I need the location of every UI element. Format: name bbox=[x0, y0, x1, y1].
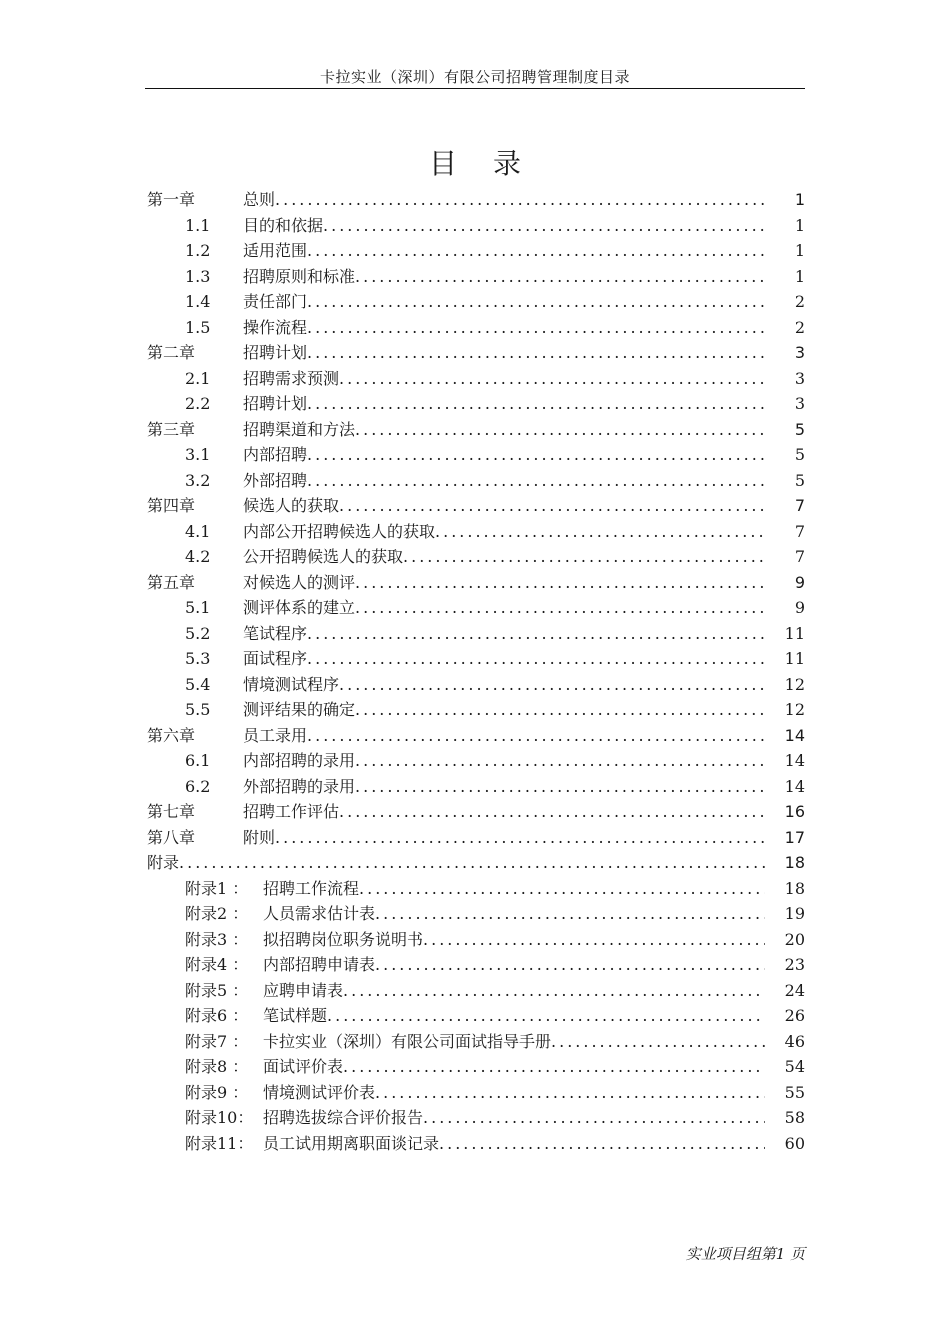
toc-page-number: 2 bbox=[794, 317, 805, 337]
toc-entry-number: 第八章 bbox=[147, 827, 196, 847]
toc-leader-dots bbox=[275, 188, 765, 212]
toc-entry-number: 第五章 bbox=[147, 572, 196, 592]
toc-page-number: 9 bbox=[794, 598, 805, 617]
toc-leader-dots bbox=[439, 1132, 765, 1156]
toc-entry-number: 附录4 ： bbox=[185, 955, 249, 974]
toc-entry[interactable] bbox=[147, 571, 765, 595]
toc-leader-dots bbox=[355, 698, 765, 722]
toc-entry-number: 5.3 bbox=[185, 649, 211, 668]
toc-entry-number: 3.2 bbox=[185, 470, 211, 490]
toc-entry-number: 1.2 bbox=[185, 241, 211, 260]
toc-page-number: 1 bbox=[794, 241, 805, 260]
toc-leader-dots bbox=[339, 494, 765, 518]
toc-entry[interactable] bbox=[185, 545, 765, 569]
toc-entry-label: 情境测试程序 bbox=[243, 674, 340, 694]
toc-entry-label: 测评体系的建立 bbox=[243, 598, 356, 617]
toc-entry-label: 面试程序 bbox=[243, 649, 308, 668]
toc-entry-number: 附录9 ： bbox=[185, 1082, 249, 1102]
toc-entry-number: 5.2 bbox=[185, 623, 211, 643]
toc-entry[interactable] bbox=[147, 724, 765, 748]
toc-page-number: 9 bbox=[794, 572, 805, 592]
toc-entry-number: 第四章 bbox=[147, 496, 196, 515]
toc-title: 目录 bbox=[428, 147, 557, 180]
toc-entry-number: 2.2 bbox=[185, 394, 211, 413]
toc-entry[interactable] bbox=[185, 290, 765, 314]
toc-leader-dots bbox=[275, 826, 765, 850]
toc-entry[interactable] bbox=[185, 1004, 765, 1028]
toc-page-number: 23 bbox=[784, 955, 805, 974]
toc-leader-dots bbox=[355, 571, 765, 595]
toc-entry-number: 6.1 bbox=[185, 751, 211, 770]
toc-entry-label: 内部招聘的录用 bbox=[243, 751, 356, 770]
toc-leader-dots bbox=[355, 749, 765, 773]
toc-entry-label: 拟招聘岗位职务说明书 bbox=[263, 929, 424, 949]
toc-entry[interactable] bbox=[185, 316, 765, 340]
toc-entry-label: 招聘工作评估 bbox=[243, 802, 340, 821]
toc-leader-dots bbox=[551, 1030, 765, 1054]
toc-page-number: 16 bbox=[784, 802, 805, 821]
toc-leader-dots bbox=[307, 239, 765, 263]
toc-entry[interactable] bbox=[185, 443, 765, 467]
toc-page-number: 11 bbox=[784, 649, 805, 668]
toc-entry[interactable] bbox=[147, 826, 765, 850]
toc-entry-number: 第七章 bbox=[147, 802, 196, 821]
toc-page-number: 5 bbox=[794, 445, 805, 464]
toc-entry-label: 外部招聘 bbox=[243, 470, 308, 490]
toc-leader-dots bbox=[343, 1055, 765, 1079]
toc-entry-number: 附录6 ： bbox=[185, 1006, 249, 1025]
toc-leader-dots bbox=[307, 392, 765, 416]
toc-entry-label: 笔试程序 bbox=[243, 623, 308, 643]
toc-page-number: 11 bbox=[784, 623, 805, 643]
toc-entry-number: 1.3 bbox=[185, 266, 211, 286]
toc-entry-label: 卡拉实业（深圳）有限公司面试指导手册 bbox=[263, 1031, 552, 1051]
toc-page-number: 1 bbox=[794, 190, 805, 209]
toc-entry-label: 内部公开招聘候选人的获取 bbox=[243, 521, 436, 541]
toc-entry-label: 附则 bbox=[243, 827, 276, 847]
toc-entry-number: 附录1 ： bbox=[185, 878, 249, 898]
toc-leader-dots bbox=[323, 214, 765, 238]
toc-page-number: 7 bbox=[794, 496, 805, 515]
toc-entry-number: 2.1 bbox=[185, 368, 211, 388]
toc-entry[interactable] bbox=[185, 239, 765, 263]
toc-entry[interactable] bbox=[147, 851, 765, 875]
toc-leader-dots bbox=[307, 724, 765, 748]
toc-entry[interactable] bbox=[147, 341, 765, 365]
toc-entry-label: 适用范围 bbox=[243, 241, 308, 260]
toc-entry-number: 附录3 ： bbox=[185, 929, 249, 949]
toc-page-number: 3 bbox=[794, 394, 805, 413]
toc-entry-label: 公开招聘候选人的获取 bbox=[243, 547, 404, 566]
toc-entry-number: 5.1 bbox=[185, 598, 211, 617]
toc-page-number: 1 bbox=[794, 215, 805, 235]
toc-page-number: 26 bbox=[784, 1006, 805, 1025]
toc-entry[interactable] bbox=[185, 877, 765, 901]
header-rule bbox=[145, 88, 805, 89]
toc-leader-dots bbox=[339, 800, 765, 824]
toc-leader-dots bbox=[435, 520, 765, 544]
toc-leader-dots bbox=[307, 469, 765, 493]
toc-page-number: 2 bbox=[794, 292, 805, 311]
toc-entry[interactable] bbox=[185, 596, 765, 620]
toc-entry-label: 候选人的获取 bbox=[243, 496, 340, 515]
toc-leader-dots bbox=[359, 877, 765, 901]
toc-entry-label: 员工试用期离职面谈记录 bbox=[263, 1133, 440, 1153]
toc-entry[interactable] bbox=[185, 979, 765, 1003]
toc-page-number: 24 bbox=[784, 980, 805, 1000]
toc-entry[interactable] bbox=[185, 1030, 765, 1054]
toc-entry-label: 招聘选拔综合评价报告 bbox=[263, 1108, 424, 1127]
toc-page-number: 7 bbox=[794, 547, 805, 566]
toc-entry-number: 附录2 ： bbox=[185, 904, 249, 923]
toc-page-number: 17 bbox=[784, 827, 805, 847]
toc-page-number: 19 bbox=[784, 904, 805, 923]
toc-leader-dots bbox=[375, 953, 765, 977]
toc-leader-dots bbox=[307, 622, 765, 646]
toc-page-number: 55 bbox=[784, 1082, 805, 1102]
toc-leader-dots bbox=[307, 341, 765, 365]
toc-entry-label: 员工录用 bbox=[243, 725, 308, 745]
toc-entry-number: 附录7 ： bbox=[185, 1031, 249, 1051]
toc-leader-dots bbox=[343, 979, 765, 1003]
toc-entry-number: 附录11： bbox=[185, 1133, 254, 1153]
toc-page-number: 5 bbox=[794, 470, 805, 490]
toc-leader-dots bbox=[375, 1081, 765, 1105]
toc-page-number: 18 bbox=[784, 853, 805, 872]
toc-page-number: 14 bbox=[784, 725, 805, 745]
toc-page-number: 12 bbox=[784, 674, 805, 694]
toc-entry-label: 招聘计划 bbox=[243, 394, 308, 413]
toc-entry[interactable] bbox=[185, 1055, 765, 1079]
toc-entry-label: 目的和依据 bbox=[243, 215, 324, 235]
toc-entry-number: 附录5 ： bbox=[185, 980, 249, 1000]
toc-entry-number: 第三章 bbox=[147, 419, 196, 439]
toc-entry-label: 招聘渠道和方法 bbox=[243, 419, 356, 439]
toc-entry[interactable] bbox=[185, 647, 765, 671]
toc-entry-number: 第二章 bbox=[147, 343, 196, 362]
toc-page-number: 54 bbox=[784, 1057, 805, 1076]
toc-entry-number: 4.2 bbox=[185, 547, 211, 566]
toc-entry-label: 总则 bbox=[243, 190, 276, 209]
toc-page-number: 46 bbox=[784, 1031, 805, 1051]
toc-leader-dots bbox=[423, 1106, 765, 1130]
toc-entry[interactable] bbox=[185, 469, 765, 493]
toc-entry[interactable] bbox=[185, 520, 765, 544]
toc-entry[interactable] bbox=[185, 775, 765, 799]
toc-entry-label: 招聘需求预测 bbox=[243, 368, 340, 388]
toc-entry[interactable] bbox=[147, 800, 765, 824]
toc-entry-label: 外部招聘的录用 bbox=[243, 776, 356, 796]
toc-page-number: 58 bbox=[784, 1108, 805, 1127]
toc-entry[interactable] bbox=[185, 1132, 765, 1156]
toc-page-number: 7 bbox=[794, 521, 805, 541]
toc-leader-dots bbox=[423, 928, 765, 952]
toc-page-number: 3 bbox=[794, 343, 805, 362]
toc-entry[interactable] bbox=[185, 953, 765, 977]
toc-page-number: 12 bbox=[784, 700, 805, 719]
toc-entry-label: 内部招聘 bbox=[243, 445, 308, 464]
toc-page-number: 14 bbox=[784, 751, 805, 770]
toc-entry[interactable] bbox=[185, 902, 765, 926]
toc-entry-number: 6.2 bbox=[185, 776, 211, 796]
toc-leader-dots bbox=[179, 851, 765, 875]
toc-leader-dots bbox=[355, 775, 765, 799]
toc-entry-number: 第一章 bbox=[147, 190, 196, 209]
toc-entry[interactable] bbox=[185, 367, 765, 391]
toc-entry-label: 笔试样题 bbox=[263, 1006, 328, 1025]
toc-entry[interactable] bbox=[185, 749, 765, 773]
toc-leader-dots bbox=[403, 545, 765, 569]
toc-entry-number: 1.5 bbox=[185, 317, 211, 337]
toc-leader-dots bbox=[307, 443, 765, 467]
toc-entry-number: 5.4 bbox=[185, 674, 211, 694]
toc-leader-dots bbox=[339, 673, 765, 697]
toc-entry-label: 情境测试评价表 bbox=[263, 1082, 376, 1102]
toc-leader-dots bbox=[307, 290, 765, 314]
toc-page-number: 14 bbox=[784, 776, 805, 796]
toc-page-number: 60 bbox=[784, 1133, 805, 1153]
toc-entry[interactable] bbox=[147, 418, 765, 442]
toc-entry-label: 面试评价表 bbox=[263, 1057, 344, 1076]
toc-leader-dots bbox=[355, 418, 765, 442]
toc-entry[interactable] bbox=[147, 188, 765, 212]
toc-entry-label: 测评结果的确定 bbox=[243, 700, 356, 719]
toc-entry-label: 附录 bbox=[147, 853, 180, 872]
toc-page-number: 18 bbox=[784, 878, 805, 898]
toc-entry[interactable] bbox=[185, 928, 765, 952]
toc-leader-dots bbox=[307, 316, 765, 340]
toc-leader-dots bbox=[375, 902, 765, 926]
toc-entry-number: 5.5 bbox=[185, 700, 211, 719]
toc-entry-number: 附录10： bbox=[185, 1108, 254, 1127]
toc-leader-dots bbox=[339, 367, 765, 391]
toc-entry[interactable] bbox=[185, 698, 765, 722]
toc-page-number: 5 bbox=[794, 419, 805, 439]
toc-entry-number: 3.1 bbox=[185, 445, 211, 464]
toc-entry[interactable] bbox=[185, 214, 765, 238]
toc-entry-number: 4.1 bbox=[185, 521, 211, 541]
toc-entry-label: 内部招聘申请表 bbox=[263, 955, 376, 974]
toc-entry-label: 应聘申请表 bbox=[263, 980, 344, 1000]
toc-leader-dots bbox=[327, 1004, 765, 1028]
toc-entry[interactable] bbox=[185, 1081, 765, 1105]
toc-leader-dots bbox=[355, 265, 765, 289]
toc-page-number: 20 bbox=[784, 929, 805, 949]
toc-entry-number: 1.4 bbox=[185, 292, 211, 311]
toc-entry[interactable] bbox=[185, 673, 765, 697]
page-footer: 实业项目组第1 页 bbox=[685, 1245, 805, 1263]
toc-entry[interactable] bbox=[185, 1106, 765, 1130]
toc-entry-label: 责任部门 bbox=[243, 292, 308, 311]
toc-leader-dots bbox=[307, 647, 765, 671]
toc-entry-label: 招聘计划 bbox=[243, 343, 308, 362]
toc-leader-dots bbox=[355, 596, 765, 620]
toc-page-number: 1 bbox=[794, 266, 805, 286]
page-header: 卡拉实业（深圳）有限公司招聘管理制度目录 bbox=[319, 68, 630, 86]
toc-entry-number: 1.1 bbox=[185, 215, 211, 235]
toc-page-number: 3 bbox=[794, 368, 805, 388]
toc-entry[interactable] bbox=[185, 392, 765, 416]
toc-entry[interactable] bbox=[185, 265, 765, 289]
toc-entry-label: 招聘工作流程 bbox=[263, 878, 360, 898]
toc-entry-label: 人员需求估计表 bbox=[263, 904, 376, 923]
toc-entry-number: 附录8 ： bbox=[185, 1057, 249, 1076]
toc-entry-label: 操作流程 bbox=[243, 317, 308, 337]
toc-entry[interactable] bbox=[185, 622, 765, 646]
toc-entry[interactable] bbox=[147, 494, 765, 518]
toc-entry-label: 招聘原则和标准 bbox=[243, 266, 356, 286]
toc-entry-label: 对候选人的测评 bbox=[243, 572, 356, 592]
toc-entry-number: 第六章 bbox=[147, 725, 196, 745]
